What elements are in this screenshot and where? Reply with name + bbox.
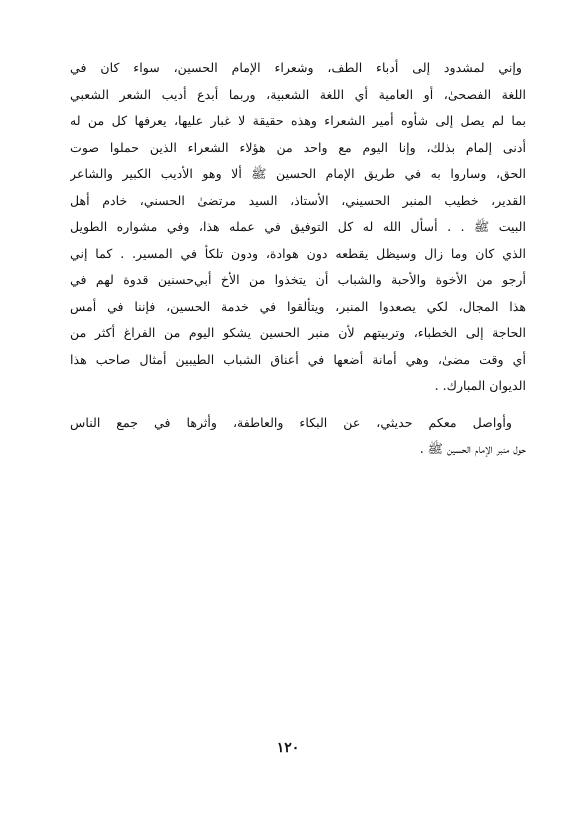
text-line: البيت ﷺ . . أسأل الله له كل التوفيق في عمله هذا، وفي مشواره الطويل — [70, 219, 526, 234]
paragraph-2 — [70, 410, 526, 463]
text-line: أدنى إلمام بذلك، وإنا اليوم مع واحد من هؤلاء الشعراء الذين حملوا صوت — [70, 139, 526, 155]
paragraph-1 — [70, 55, 526, 400]
text-line: الحاجة إلى الخطباء، وتربيتهم لأن منبر الحسين يشكو اليوم من الفراغ أكثر من — [70, 325, 526, 340]
text-line: أرجو من الأخوة والأحبة والشباب أن يتخذوا من الأخ أبي‌حسنين قدوة لهم في — [70, 272, 526, 287]
text-line: هذا المجال، لكي يصعدوا المنبر، ويتألقوا في خدمة الحسين، فإننا في أمس — [70, 298, 526, 314]
paragraph-gap — [70, 400, 526, 410]
text-line: حول منبر الإمام الحسين ﷺ . — [419, 441, 526, 456]
text-line: القدير، خطيب المنبر الحسيني، الأستاذ، السيد مرتضىٰ الحسني، خادم أهل — [70, 192, 526, 208]
text-line: بما لم يصل إلى شأوه أمير الشعراء وهذه حقيقة لا غبار عليها، يعرفها كل من له — [70, 113, 526, 128]
text-line: اللغة الفصحىٰ، أو العامية أي اللغة الشعبية، وربما أبدع أديب الشعر الشعبي — [70, 86, 526, 102]
text-line: الذي كان وما زال وسيظل يقطعه دون هوادة، ودون تلكأ في المسير. . كما إني — [70, 245, 526, 261]
text-line: وأواصل معكم حديثي، عن البكاء والعاطفة، وأثرها في جمع الناس — [70, 414, 512, 430]
text-line: الحق، وساروا به في طريق الإمام الحسين ﷺ ألا وهو الأديب الكبير والشاعر — [70, 166, 526, 181]
text-line: أي وقت مضىٰ، وهي أمانة أضعها في أعناق الشباب الطيبين أمثال صاحب هذا — [70, 351, 526, 367]
page-body — [70, 55, 526, 463]
text-line: الديوان المبارك. . — [434, 378, 526, 393]
text-line: وإني لمشدود إلى أدباء الطف، وشعراء الإمام الحسين، سواء كان في — [70, 60, 522, 75]
page-number: ١٢٠ — [276, 740, 300, 756]
